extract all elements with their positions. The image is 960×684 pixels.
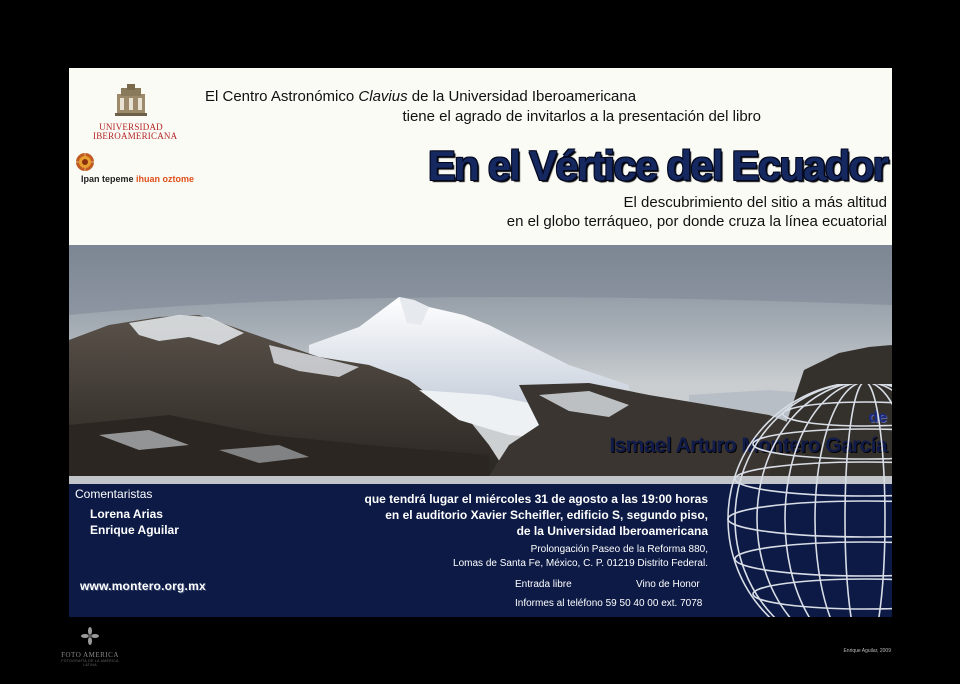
author-name: Ismael Arturo Montero García [609,434,887,457]
author-prefix: de [868,409,887,426]
invitation-poster [69,68,892,617]
commentator-name: Enrique Aguilar [90,523,179,537]
address-line-1: Prolongación Paseo de la Reforma 880, [530,544,708,555]
motto-black: Ipan tepeme [81,174,137,184]
phone-info: Informes al teléfono 59 50 40 00 ext. 7078 [515,598,703,609]
invitation-line-2: tiene el agrado de invitarlos a la presentación del libro [402,108,761,125]
book-subtitle-line2: en el globo terráqueo, por donde cruza la línea ecuatorial [506,213,887,230]
photo-credit: Enrique Aguilar, 2009 [843,648,891,654]
sun-emblem-icon [75,152,95,172]
university-logo [93,84,178,141]
wireframe-globe-icon [725,384,892,617]
motto [81,174,194,184]
wine-of-honor: Vino de Honor [636,579,700,590]
motto-red: ihuan oztome [136,174,195,184]
header-section [69,68,892,245]
flower-emblem-icon [80,626,100,646]
free-entry: Entrada libre [515,579,572,590]
event-line-1: que tendrá lugar el miércoles 31 de agosto a las 19:00 horas [364,492,708,506]
commentators-heading: Comentaristas [75,487,153,501]
event-line-3: de la Universidad Iberoamericana [516,524,708,538]
book-subtitle-line1: El descubrimiento del sitio a más altitud [623,194,887,211]
event-line-2: en el auditorio Xavier Scheifler, edificio S, segundo piso, [385,508,708,522]
address-line-2: Lomas de Santa Fe, México, C. P. 01219 Distrito Federal. [453,558,708,569]
university-crest-icon [111,84,151,116]
clavius-italic: Clavius [358,88,408,105]
logo-text-line1: UNIVERSIDAD [99,122,163,132]
commentator-name: Lorena Arias [90,507,163,521]
invitation-line-1 [205,88,636,105]
foto-america-text: FOTO AMERICA [61,651,119,659]
website-link[interactable]: www.montero.org.mx [80,579,206,593]
foto-america-logo [60,626,120,667]
invitation-line-1-b: de la Universidad Iberoamericana [407,88,637,105]
foto-america-tagline: FOTOGRAFÍA DE LA AMÉRICA LATINA [61,659,119,667]
book-title: En el Vértice del Ecuador [427,142,887,189]
invitation-line-1-a: El Centro Astronómico [205,88,359,105]
logo-text-line2: IBEROAMERICANA [93,131,178,141]
